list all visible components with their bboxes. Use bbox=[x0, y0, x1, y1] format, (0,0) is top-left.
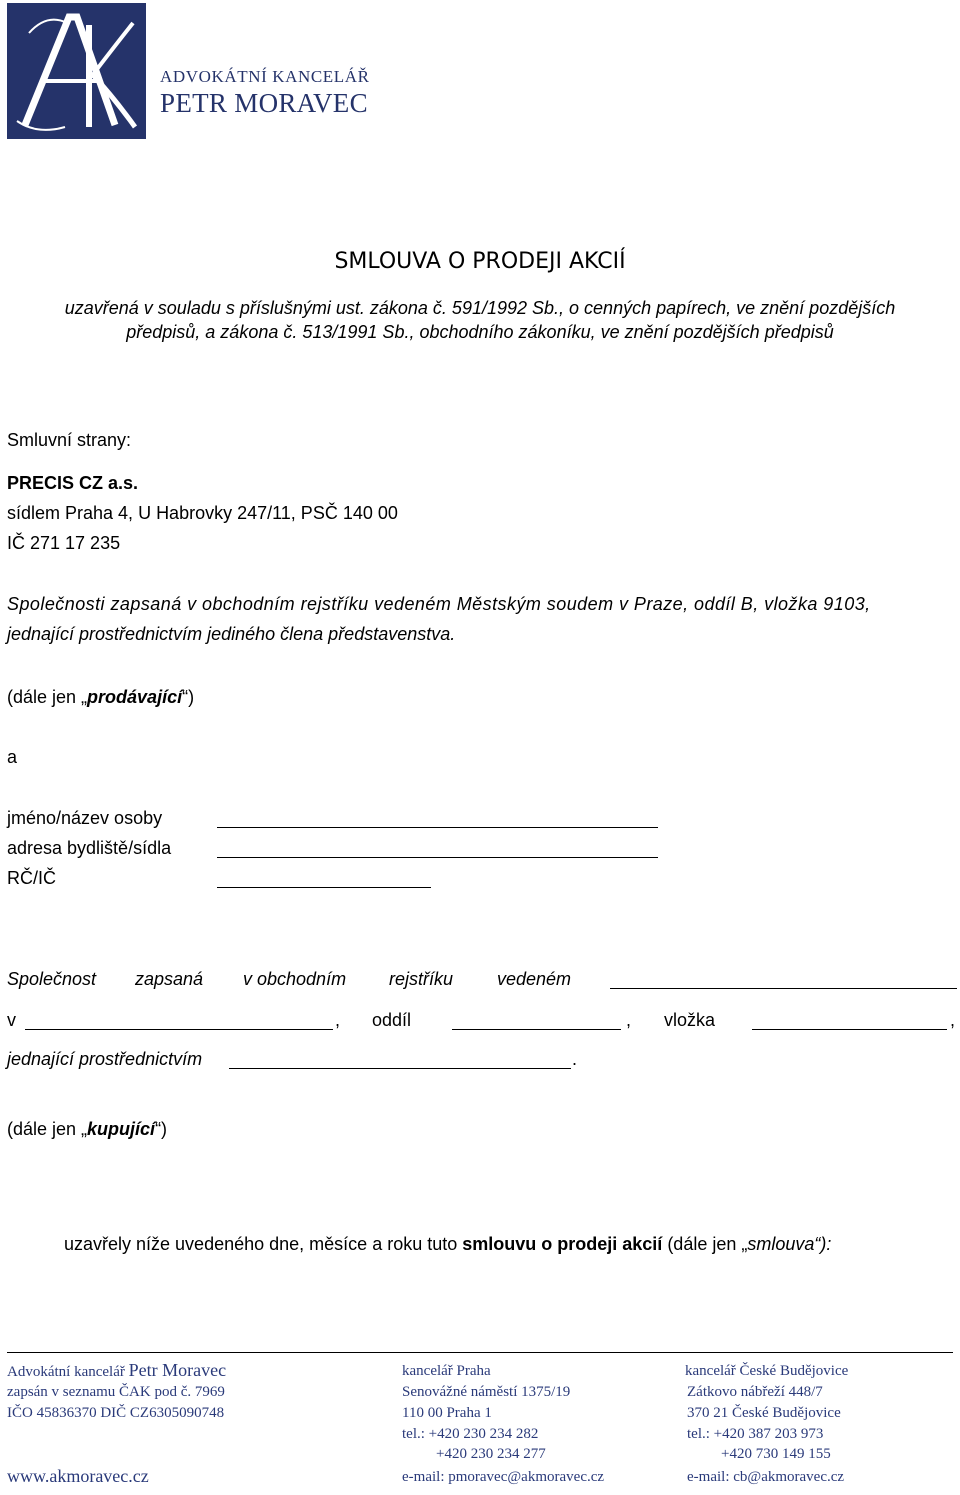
footer-cb-tel2: +420 730 149 155 bbox=[721, 1446, 831, 1462]
buyer-name-field[interactable] bbox=[217, 806, 658, 828]
document-subtitle bbox=[0, 296, 960, 344]
logo-line2: PETR MORAVEC bbox=[160, 88, 368, 118]
footer-prague-city: 110 00 Praha 1 bbox=[402, 1405, 492, 1421]
alias-buyer: kupující bbox=[87, 1119, 156, 1139]
footer-cb-city: 370 21 České Budějovice bbox=[687, 1405, 841, 1421]
buyer-oddil: oddíl bbox=[372, 1010, 412, 1030]
footer-firm-b: Petr Moravec bbox=[128, 1360, 227, 1380]
buyer-reg-word2: zapsaná bbox=[135, 969, 204, 989]
closing-part2: (dále jen „ bbox=[662, 1234, 748, 1254]
footer-prague-tel2: +420 230 234 277 bbox=[436, 1446, 546, 1462]
alias-prefix: (dále jen „ bbox=[7, 687, 88, 707]
footer-cb-tel1: tel.: +420 387 203 973 bbox=[687, 1426, 824, 1442]
closing-italic: smlouva bbox=[747, 1234, 815, 1254]
footer-website[interactable]: www.akmoravec.cz bbox=[7, 1466, 149, 1486]
alias-suffix: “) bbox=[182, 687, 195, 707]
buyer-name-label: jméno/název osoby bbox=[7, 808, 163, 828]
buyer-vlozka: vložka bbox=[664, 1010, 716, 1030]
seller-ic: IČ 271 17 235 bbox=[7, 533, 121, 553]
buyer-acting: jednající prostřednictvím bbox=[7, 1049, 203, 1069]
alias-suffix: “) bbox=[155, 1119, 168, 1139]
buyer-comma2: , bbox=[626, 1010, 632, 1030]
buyer-address-field[interactable] bbox=[217, 836, 658, 858]
buyer-representative-field[interactable] bbox=[229, 1047, 571, 1069]
logo-line1: ADVOKÁTNÍ KANCELÁŘ bbox=[160, 67, 370, 86]
buyer-v: v bbox=[7, 1010, 16, 1030]
buyer-reg-word5: vedeném bbox=[497, 969, 572, 989]
closing-part3: “): bbox=[814, 1234, 832, 1254]
buyer-id-label: RČ/IČ bbox=[7, 868, 56, 888]
footer-firm-a: Advokátní kancelář bbox=[7, 1364, 125, 1380]
footer-prague-street: Senovážné náměstí 1375/19 bbox=[402, 1384, 571, 1400]
parties-label: Smluvní strany: bbox=[7, 430, 132, 450]
footer-divider bbox=[7, 1352, 953, 1353]
seller-name: PRECIS CZ a.s. bbox=[7, 473, 139, 493]
footer-prague-tel1: tel.: +420 230 234 282 bbox=[402, 1426, 539, 1442]
buyer-period: . bbox=[572, 1049, 578, 1069]
and-word: a bbox=[7, 747, 18, 767]
closing-sentence bbox=[64, 1233, 831, 1255]
buyer-comma3: , bbox=[950, 1010, 956, 1030]
seller-registry-line1 bbox=[7, 593, 957, 615]
buyer-alias bbox=[7, 1118, 167, 1140]
footer-cb-email[interactable]: e-mail: cb@akmoravec.cz bbox=[687, 1469, 845, 1485]
buyer-court-field[interactable] bbox=[610, 967, 957, 989]
logo-emblem bbox=[7, 3, 146, 139]
alias-seller: prodávající bbox=[87, 687, 183, 707]
buyer-city-field[interactable] bbox=[25, 1008, 333, 1030]
footer-ids: IČO 45836370 DIČ CZ6305090748 bbox=[7, 1405, 225, 1421]
ak-monogram-icon bbox=[7, 3, 146, 139]
buyer-reg-word1: Společnost bbox=[7, 969, 97, 989]
buyer-comma1: , bbox=[335, 1010, 341, 1030]
buyer-insert-field[interactable] bbox=[752, 1008, 947, 1030]
buyer-reg-word4: rejstříku bbox=[389, 969, 454, 989]
seller-address: sídlem Praha 4, U Habrovky 247/11, PSČ 140 00 bbox=[7, 503, 398, 523]
closing-bold: smlouvu o prodeji akcií bbox=[462, 1234, 663, 1254]
document-title: SMLOUVA O PRODEJI AKCIÍ bbox=[334, 249, 626, 274]
footer-prague-email[interactable]: e-mail: pmoravec@akmoravec.cz bbox=[402, 1469, 605, 1485]
alias-prefix: (dále jen „ bbox=[7, 1119, 88, 1139]
seller-registry-text: Společnosti zapsaná v obchodním rejstříku vedeném Městským soudem v Praze, oddíl B, vložka 9103, bbox=[7, 594, 871, 614]
closing-part1: uzavřely níže uvedeného dne, měsíce a roku tuto bbox=[64, 1234, 463, 1254]
subtitle-line1: uzavřená v souladu s příslušnými ust. zákona č. 591/1992 Sb., o cenných papírech, ve znění pozdějších bbox=[64, 298, 896, 318]
seller-alias bbox=[7, 686, 194, 708]
footer-firm bbox=[7, 1360, 226, 1381]
buyer-reg-word3: v obchodním bbox=[243, 969, 347, 989]
footer-register: zapsán v seznamu ČAK pod č. 7969 bbox=[7, 1384, 225, 1400]
buyer-id-field[interactable] bbox=[217, 866, 431, 888]
footer-cb-street: Zátkovo nábřeží 448/7 bbox=[687, 1384, 823, 1400]
buyer-address-label: adresa bydliště/sídla bbox=[7, 838, 172, 858]
footer-cb-title: kancelář České Budějovice bbox=[685, 1363, 849, 1379]
footer-prague-title: kancelář Praha bbox=[402, 1363, 491, 1379]
buyer-section-field[interactable] bbox=[452, 1008, 621, 1030]
subtitle-line2: předpisů, a zákona č. 513/1991 Sb., obchodního zákoníku, ve znění pozdějších předpisů bbox=[126, 322, 834, 342]
seller-registry-line2: jednající prostřednictvím jediného člena představenstva. bbox=[7, 624, 456, 644]
